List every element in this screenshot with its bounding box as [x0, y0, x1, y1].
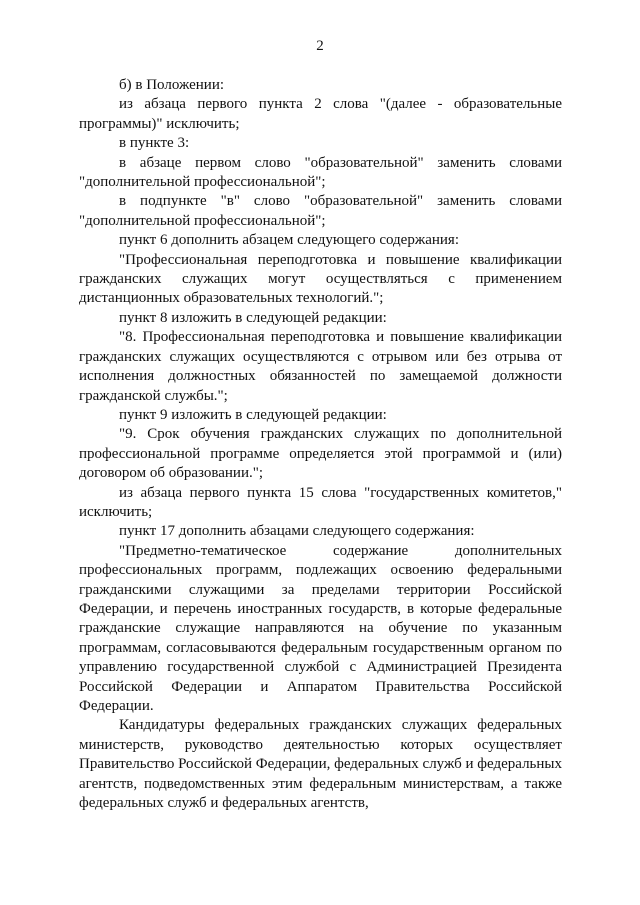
paragraph-2: из абзаца первого пункта 2 слова "(далее - образовательные программы)" исключить; [79, 96, 562, 132]
paragraph-5: в подпункте "в" слово "образовательной" заменить словами "дополнительной профессиональной"; [79, 193, 562, 229]
paragraph-11: "9. Срок обучения гражданских служащих по дополнительной профессиональной программе определяется этой программой и (или) договором об образовании."; [79, 426, 562, 482]
paragraph-10: пункт 9 изложить в следующей редакции: [119, 406, 387, 423]
paragraph-6: пункт 6 дополнить абзацем следующего содержания: [119, 232, 459, 249]
paragraph-3: в пункте 3: [119, 135, 190, 152]
page-number: 2 [316, 38, 324, 54]
paragraph-8: пункт 8 изложить в следующей редакции: [119, 309, 387, 326]
paragraph-1: б) в Положении: [119, 77, 225, 93]
paragraph-15: Кандидатуры федеральных гражданских служащих федеральных министерств, руководство деятельностью которых осуществляет Правительство Российской Федерации, федеральных служб и федеральных агентств, подведомственных этим федеральным министерствам, а также федеральных служб и федеральных агентств, [79, 717, 562, 812]
document-body [79, 76, 562, 813]
paragraph-13: пункт 17 дополнить абзацами следующего содержания: [119, 523, 475, 540]
paragraph-9: "8. Профессиональная переподготовка и повышение квалификации гражданских служащих осуществляются с отрывом или без отрыва от исполнения должностных обязанностей по замещаемой должности гражданской службы."; [79, 329, 562, 404]
paragraph-12: из абзаца первого пункта 15 слова "государственных комитетов," исключить; [79, 484, 562, 520]
paragraph-7: "Профессиональная переподготовка и повышение квалификации гражданских служащих могут осуществляться с применением дистанционных образовательных технологий."; [79, 251, 562, 307]
paragraph-4: в абзаце первом слово "образовательной" заменить словами "дополнительной профессиональной"; [79, 154, 562, 191]
paragraph-14: "Предметно-тематическое содержание дополнительных профессиональных программ, подлежащих освоению федеральными гражданскими служащими за пределами территории Российской Федерации, и перечень иностранных государств, в которые федеральные гражданские служащие направляются на обучение по указанным программам, согласовываются федеральным государственным органом по управлению государственной службой с Администрацией Президента Российской Федерации и Аппаратом Правительства Российской Федерации. [79, 542, 562, 714]
